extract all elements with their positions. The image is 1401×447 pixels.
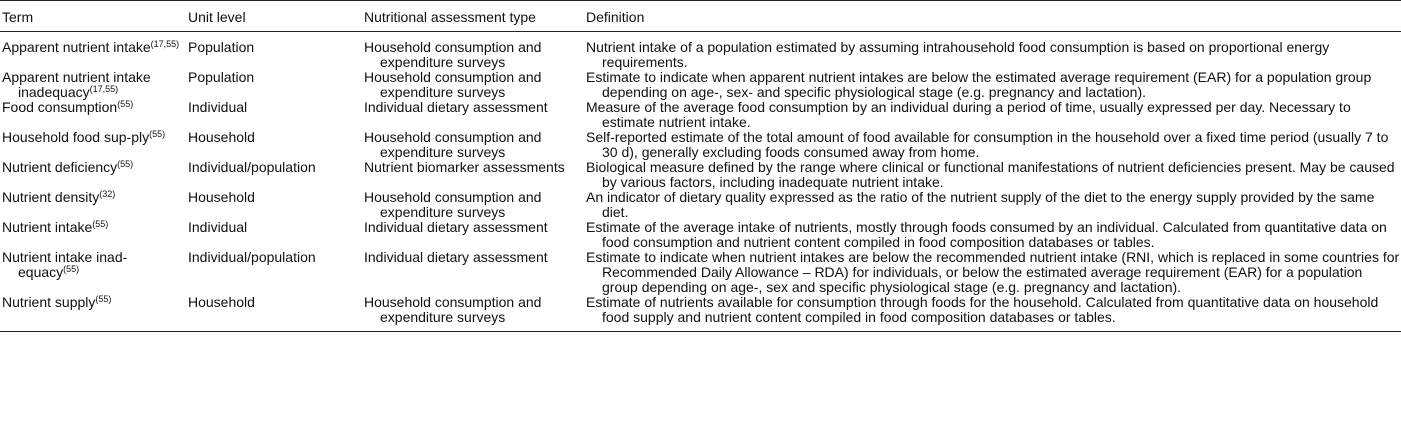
definition-cell [584, 70, 1401, 100]
assessment-type-cell [362, 32, 584, 71]
unit-level-cell: Household [188, 189, 255, 205]
assessment-type-cell [362, 220, 584, 250]
definition-cell [584, 295, 1401, 332]
term-text [2, 190, 186, 205]
assessment-type-text: Individual dietary assessment [364, 249, 548, 265]
header-unit-level: Unit level [186, 1, 362, 32]
term-reference: (55) [149, 129, 166, 139]
term-label: Nutrient density [2, 189, 100, 205]
term-cell [0, 190, 186, 220]
table-row [0, 160, 1401, 190]
term-label: Household food sup-ply [2, 129, 150, 145]
term-text [2, 70, 186, 100]
unit-level-cell: Household [186, 295, 362, 332]
term-reference: (17,55) [150, 39, 180, 49]
assessment-type-text: Household consumption and expenditure surveys [364, 39, 542, 70]
term-cell [0, 220, 186, 250]
term-text [2, 130, 186, 145]
definition-text: An indicator of dietary quality expressed as the ratio of the nutrient supply of the diet to the energy supply provided by the same diet. [586, 189, 1375, 220]
definition-text: Estimate of the average intake of nutrients, mostly through foods consumed by an individual. Calculated from quantitative data on food consumption and nutrient content compiled in food composition databases or tables. [586, 219, 1387, 250]
table-row [0, 100, 1401, 130]
header-term: Term [0, 1, 186, 32]
definition-text: Estimate to indicate when apparent nutrient intakes are below the estimated average requirement (EAR) for a population group depending on age-, sex- and specific physiological stage (e.g. pregnancy and lactation). [586, 69, 1372, 100]
term-reference: (55) [63, 264, 80, 274]
assessment-type-cell [362, 70, 584, 100]
term-reference: (32) [99, 189, 116, 199]
term-reference: (55) [117, 159, 134, 169]
term-text [2, 160, 186, 175]
table-row [0, 70, 1401, 100]
unit-level-cell: Individual [188, 219, 248, 235]
header-row [0, 1, 1401, 32]
assessment-type-cell [362, 100, 584, 130]
table-row [0, 32, 1401, 71]
term-cell [0, 250, 186, 295]
term-reference: (55) [92, 219, 109, 229]
unit-level-cell: Population [188, 39, 255, 55]
term-label: Nutrient deficiency [2, 159, 118, 175]
term-cell [0, 160, 186, 190]
assessment-type-text: Individual dietary assessment [364, 99, 548, 115]
assessment-type-cell [362, 190, 584, 220]
assessment-type-text: Individual dietary assessment [364, 219, 548, 235]
definition-text: Measure of the average food consumption by an individual during a period of time, usually expressed per day. Necessary to estimate nutrient intake. [586, 99, 1351, 130]
unit-level-cell: Household [188, 129, 255, 145]
term-label: Apparent nutrient intake inadequacy [2, 69, 151, 100]
assessment-type-text: Household consumption and expenditure surveys [364, 189, 542, 220]
assessment-type-cell [362, 130, 584, 160]
term-cell [0, 32, 186, 71]
table-row [0, 190, 1401, 220]
unit-level-cell: Population [188, 69, 255, 85]
term-reference: (17,55) [89, 84, 119, 94]
table-row [0, 295, 1401, 332]
header-assessment-type: Nutritional assessment type [362, 1, 584, 32]
term-text [2, 100, 186, 115]
definition-cell [584, 250, 1401, 295]
assessment-type-text: Nutrient biomarker assessments [364, 159, 565, 175]
assessment-type-cell [362, 250, 584, 295]
term-cell [0, 295, 186, 332]
table-row [0, 130, 1401, 160]
term-label: Apparent nutrient intake [2, 39, 151, 55]
assessment-type-text: Household consumption and expenditure surveys [364, 129, 542, 160]
table-body [0, 32, 1401, 332]
term-label: Nutrient supply [2, 294, 96, 310]
definition-cell [584, 190, 1401, 220]
term-label: Food consumption [2, 99, 118, 115]
definition-text: Biological measure defined by the range where clinical or functional manifestations of nutrient deficiencies present. May be caused by various factors, including inadequate nutrient intake. [586, 159, 1395, 190]
definition-text: Estimate of nutrients available for consumption through foods for the household. Calculated from quantitative data on household food supply and nutrient content compiled in food composition databases or tables. [586, 294, 1379, 325]
term-cell [0, 130, 186, 160]
assessment-type-text: Household consumption and expenditure surveys [364, 69, 542, 100]
definition-cell [584, 130, 1401, 160]
header-definition: Definition [584, 1, 1401, 32]
term-reference: (55) [117, 99, 134, 109]
term-cell [0, 100, 186, 130]
definition-text: Nutrient intake of a population estimated by assuming intrahousehold food consumption is based on proportional energy requirements. [586, 39, 1330, 70]
definition-text: Self-reported estimate of the total amount of food available for consumption in the household over a fixed time period (usually 7 to 30 d), generally excluding foods consumed away from home. [586, 129, 1389, 160]
term-text [2, 250, 186, 280]
table-header [0, 1, 1401, 32]
term-label: Nutrient intake inad-equacy [2, 249, 128, 280]
assessment-type-cell [362, 160, 584, 190]
table-row [0, 220, 1401, 250]
term-cell [0, 70, 186, 100]
assessment-type-text: Household consumption and expenditure surveys [364, 294, 542, 325]
term-text [2, 40, 186, 55]
term-text [2, 295, 186, 310]
unit-level-cell: Individual [188, 99, 248, 115]
unit-level-cell: Individual/population [188, 159, 316, 175]
term-reference: (55) [95, 294, 112, 304]
unit-level-cell: Individual/population [188, 249, 316, 265]
definition-cell [584, 160, 1401, 190]
assessment-type-cell [362, 295, 584, 332]
table-row [0, 250, 1401, 295]
definition-cell [584, 220, 1401, 250]
term-text [2, 220, 186, 235]
term-label: Nutrient intake [2, 219, 93, 235]
definition-cell [584, 100, 1401, 130]
definition-text: Estimate to indicate when nutrient intakes are below the recommended nutrient intake (RNI, which is replaced in some countries for Recommended Daily Allowance – RDA) for individuals, or below the estimated average requirement (EAR) for a population group depending on age-, sex and specific physiological stage (e.g. pregnancy and lactation). [586, 249, 1400, 295]
definition-cell [584, 32, 1401, 71]
